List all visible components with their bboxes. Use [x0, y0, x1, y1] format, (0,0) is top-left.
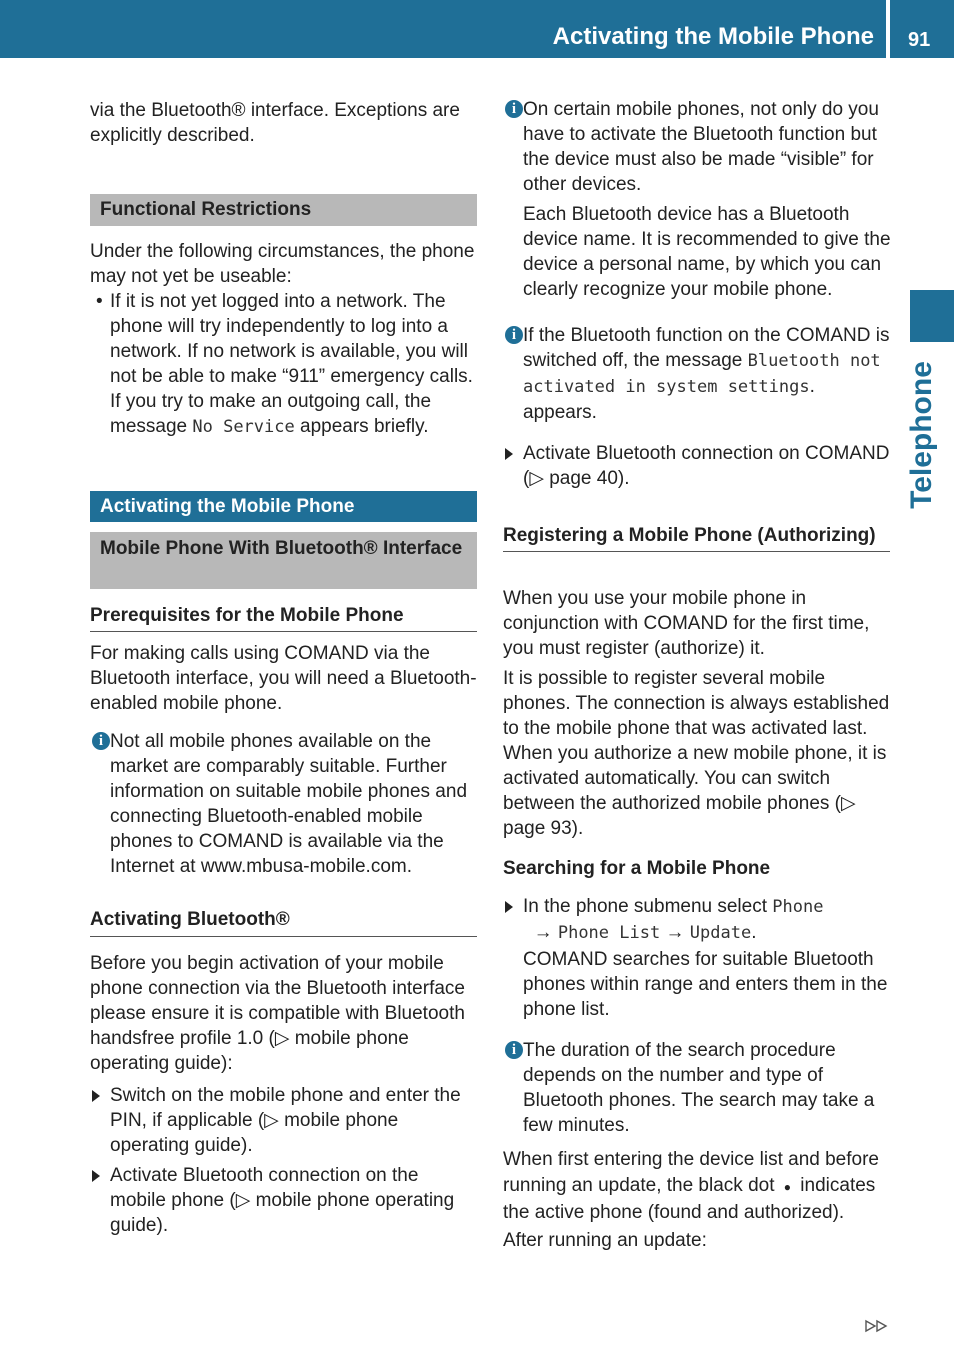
prerequisites-text: For making calls using COMAND via the Bluetooth interface, you will need a Bluetooth-enabled mobile phone. [90, 643, 477, 714]
restrictions-intro: Under the following circumstances, the phone may not yet be useable: [90, 241, 475, 287]
continue-arrows-icon [864, 1316, 890, 1336]
info-visible [503, 97, 891, 302]
info-off-tail: . appears. [523, 376, 815, 423]
step-activate-phone-text: Activate Bluetooth connection on the mobile phone (▷ mobile phone operating guide). [110, 1165, 455, 1236]
activating-bluetooth-text: Before you begin activation of your mobile phone connection via the Bluetooth interface please ensure it is compatible with Bluetooth handsfree profile 1.0 (▷ mobile phone operating guide): [90, 953, 465, 1074]
step-switch-on-text: Switch on the mobile phone and enter the PIN, if applicable (▷ mobile phone operating guide). [110, 1085, 461, 1156]
no-service-message: No Service [192, 417, 295, 437]
header-title: Activating the Mobile Phone [552, 23, 874, 50]
bullet-text: If it is not yet logged into a network. The phone will try independently to log into a network. If no network is available, you will not be able to make “911” emergency calls. If you try to make an outgoing call, the message [110, 291, 473, 437]
step-arrow-icon [92, 1090, 100, 1102]
step-search [503, 894, 891, 1022]
after-update-text: After running an update: [503, 1230, 707, 1251]
step-search-text: In the phone submenu select [523, 896, 773, 917]
menu-update: Update [689, 923, 752, 943]
device-list-text [503, 1147, 891, 1226]
step-arrow-icon [505, 448, 513, 460]
functional-restrictions-heading [90, 194, 477, 226]
subsection-title: Mobile Phone With Bluetooth® Interface [100, 538, 463, 559]
active-dot-icon: ● [783, 1180, 792, 1194]
info-search-duration-text: The duration of the search procedure depends on the number and type of Bluetooth phones. The search may take a few minutes. [523, 1040, 875, 1136]
header-divider [886, 0, 890, 58]
prerequisites-heading: Prerequisites for the Mobile Phone [90, 603, 477, 632]
info-visible-text: On certain mobile phones, not only do you have to activate the Bluetooth function but the device must also be made “visible” for other devices. [523, 99, 879, 195]
step-arrow-icon [505, 901, 513, 913]
info-icon: i [505, 100, 523, 118]
step-arrow-icon [92, 1170, 100, 1182]
section-heading [90, 491, 477, 522]
step-switch-on [90, 1083, 478, 1158]
info-bluetooth-off [503, 323, 891, 425]
step-dot: . [751, 922, 757, 943]
device-list-tail: indicates the active phone (found and authorized). [503, 1175, 876, 1223]
step-activate-comand-text: Activate Bluetooth connection on COMAND (▷ page 40). [523, 443, 890, 489]
bullet-marker: • [96, 291, 103, 312]
info-icon: i [92, 732, 110, 750]
arrow-icon: → [533, 922, 553, 943]
menu-phone-list: Phone List [557, 923, 661, 943]
registering-p2: It is possible to register several mobile phones. The connection is always established to the mobile phone that was activated last. When you authorize a new mobile phone, it is activated automatically. You can switch between the authorized mobile phones (▷ page 93). [503, 668, 890, 839]
side-tab-text: Telephone [905, 361, 938, 509]
bluetooth-not-activated-message: Bluetooth not activated in system settings [523, 351, 881, 397]
functional-restrictions-title: Functional Restrictions [100, 199, 312, 220]
bullet-tail: appears briefly. [294, 416, 429, 437]
info-search-duration [503, 1038, 891, 1138]
intro-text: via the Bluetooth® interface. Exceptions are explicitly described. [90, 100, 460, 146]
searching-heading: Searching for a Mobile Phone [503, 858, 771, 879]
step-search-result: COMAND searches for suitable Bluetooth phones within range and enters them in the phone list. [523, 949, 888, 1020]
menu-phone: Phone [772, 897, 824, 917]
step-activate-comand [503, 441, 891, 491]
side-tab-label [905, 361, 938, 509]
subsection-heading [90, 532, 477, 589]
prerequisites-info [90, 729, 478, 879]
section-title: Activating the Mobile Phone [100, 496, 355, 517]
side-tab-marker [910, 290, 954, 342]
page-number: 91 [908, 29, 931, 51]
arrow-icon: → [665, 922, 685, 943]
info-device-name-text: Each Bluetooth device has a Bluetooth device name. It is recommended to give the device a personal name, by which you can clearly recognize your mobile phone. [523, 204, 891, 300]
device-list-lead: When first entering the device list and before running an update, the black dot [503, 1149, 879, 1196]
info-off-text: If the Bluetooth function on the COMAND is switched off, the message [523, 325, 890, 371]
step-activate-phone [90, 1163, 478, 1238]
restrictions-bullet [90, 289, 478, 440]
info-icon: i [505, 326, 523, 344]
registering-p1: When you use your mobile phone in conjunction with COMAND for the first time, you must register (authorize) it. [503, 588, 870, 659]
prerequisites-info-text: Not all mobile phones available on the market are comparably suitable. Further information on suitable mobile phones and connecting Bluetooth-enabled mobile phones to COMAND is available via the Internet at www.mbusa-mobile.com. [110, 731, 468, 877]
registering-heading: Registering a Mobile Phone (Authorizing) [503, 523, 890, 552]
info-icon: i [505, 1041, 523, 1059]
activating-bluetooth-heading: Activating Bluetooth® [90, 907, 477, 937]
page-header [0, 0, 954, 58]
